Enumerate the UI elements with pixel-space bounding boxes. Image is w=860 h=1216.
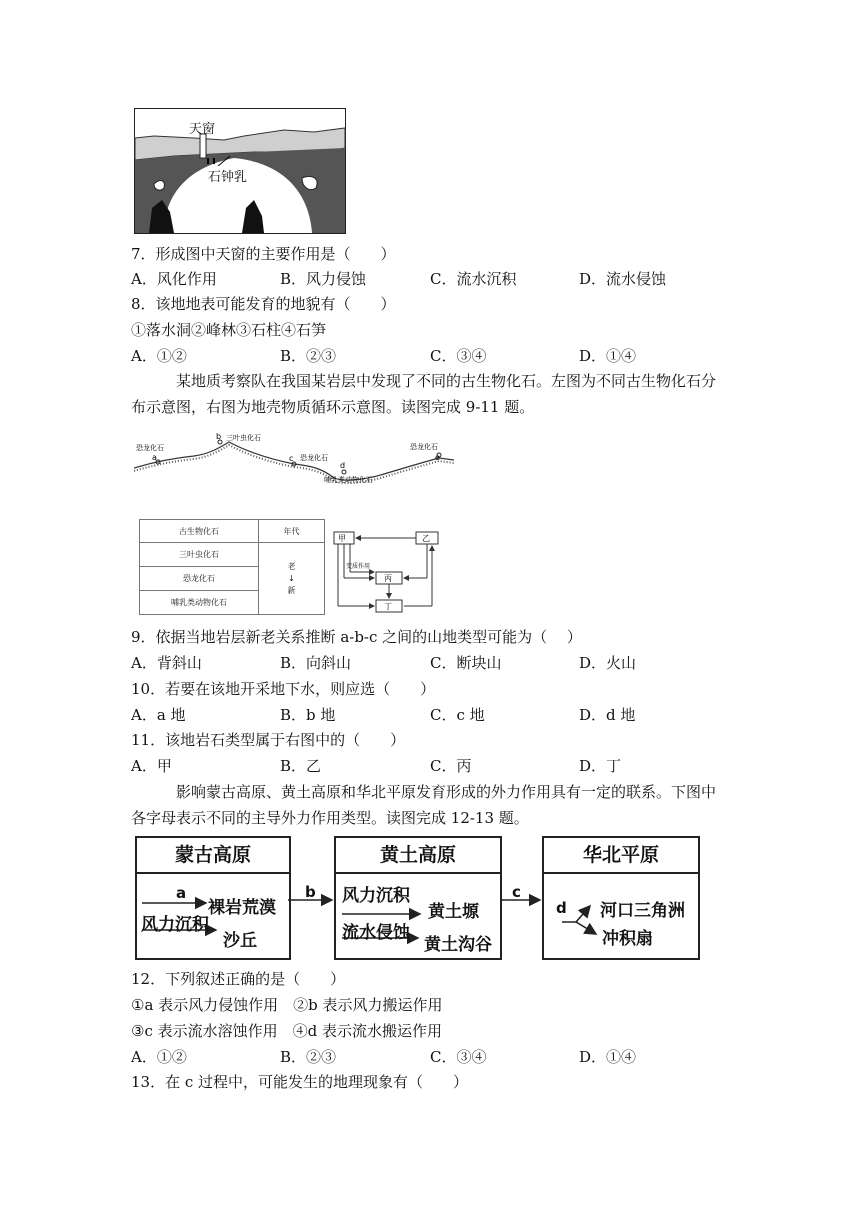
fossil-label-a: a <box>152 453 157 462</box>
fossil-label-d: d <box>340 461 346 470</box>
intro-9-11: 某地质考察队在我国某岩层中发现了不同的古生物化石。左图为不同古生物化石分布示意图，右图为地壳物质循环示意图。读图完成 9-11 题。 <box>131 372 717 416</box>
q9-stem: 9．依据当地岩层新老关系推断 a-b-c 之间的山地类型可能为（ ） <box>131 628 582 646</box>
label-wind-deposition-1: 风力沉积 <box>141 915 209 935</box>
label-alluvial-fan: 冲积扇 <box>602 929 653 949</box>
q10-option-c[interactable]: C．c 地 <box>430 706 485 724</box>
box3-title: 华北平原 <box>544 838 698 874</box>
fossil-label-b: b <box>216 432 222 441</box>
table-header-age: 年代 <box>259 520 325 543</box>
q8-stem: 8．该地地表可能发育的地貌有（ ） <box>131 295 396 313</box>
q12-statement-2: ③c 表示流水溶蚀作用 ④d 表示流水搬运作用 <box>131 1022 442 1040</box>
q12-option-a[interactable]: A．①② <box>131 1048 187 1066</box>
q11-stem: 11．该地岩石类型属于右图中的（ ） <box>131 731 406 749</box>
q12-option-b[interactable]: B．②③ <box>280 1048 337 1066</box>
q9-option-b[interactable]: B．向斜山 <box>280 654 352 672</box>
table-row-mammal: 哺乳类动物化石 <box>140 591 259 615</box>
rock-cycle-figure <box>332 528 444 614</box>
q12-option-d[interactable]: D．①④ <box>579 1048 637 1066</box>
q11-option-c[interactable]: C．丙 <box>430 757 472 775</box>
label-fluvial-erosion: 流水侵蚀 <box>342 923 410 943</box>
label-stalactite: 石钟乳 <box>208 166 247 185</box>
q9-option-c[interactable]: C．断块山 <box>430 654 502 672</box>
q10-option-d[interactable]: D．d 地 <box>579 706 636 724</box>
fossil-label-dino-1: 恐龙化石 <box>136 444 164 452</box>
fossil-label-dino-2: 恐龙化石 <box>300 454 328 462</box>
fossil-profile-figure <box>134 430 454 490</box>
fossil-label-e: e <box>435 453 440 462</box>
table-age-cell <box>259 543 325 615</box>
label-loess-gully: 黄土沟谷 <box>424 935 492 955</box>
cycle-metamorphism: 变质作用 <box>346 563 371 570</box>
age-new: 新 <box>287 585 296 595</box>
label-skylight: 天窗 <box>189 122 216 137</box>
q13-stem: 13．在 c 过程中，可能发生的地理现象有（ ） <box>131 1073 469 1091</box>
table-row-dinosaur: 恐龙化石 <box>140 567 259 591</box>
fossil-label-mammal: 哺乳类动物化石 <box>324 476 373 484</box>
cycle-ding: 丁 <box>384 602 392 611</box>
table-header-fossil: 古生物化石 <box>140 520 259 543</box>
label-bare-rock-desert: 裸岩荒漠 <box>208 898 276 918</box>
fossil-label-trilobite: 三叶虫化石 <box>226 434 261 442</box>
q10-option-a[interactable]: A．a 地 <box>131 706 186 724</box>
q7-option-d[interactable]: D．流水侵蚀 <box>579 270 667 288</box>
q11-option-b[interactable]: B．乙 <box>280 757 322 775</box>
label-wind-deposition-2: 风力沉积 <box>342 886 410 906</box>
q12-option-c[interactable]: C．③④ <box>430 1048 487 1066</box>
label-sand-dune: 沙丘 <box>223 931 257 951</box>
age-arrow-icon: ↓ <box>288 573 295 583</box>
q7-option-c[interactable]: C．流水沉积 <box>430 270 517 288</box>
cycle-bing: 丙 <box>384 574 392 583</box>
q11-option-d[interactable]: D．丁 <box>579 757 622 775</box>
cycle-jia: 甲 <box>338 534 346 543</box>
box2-title: 黄土高原 <box>336 838 500 874</box>
fossil-label-c: c <box>289 454 294 463</box>
intro-12-13: 影响蒙古高原、黄土高原和华北平原发育形成的外力作用具有一定的联系。下图中各字母表示不同的主导外力作用类型。读图完成 12-13 题。 <box>131 783 717 827</box>
label-a: a <box>176 884 187 902</box>
q12-stem: 12．下列叙述正确的是（ ） <box>131 970 346 988</box>
q10-option-b[interactable]: B．b 地 <box>280 706 336 724</box>
q9-option-a[interactable]: A．背斜山 <box>131 654 202 672</box>
q7-stem: 7．形成图中天窗的主要作用是（ ） <box>131 245 396 263</box>
label-river-delta: 河口三角洲 <box>600 901 685 921</box>
q7-option-a[interactable]: A．风化作用 <box>131 270 217 288</box>
q8-option-b[interactable]: B．②③ <box>280 347 337 365</box>
q8-option-a[interactable]: A．①② <box>131 347 187 365</box>
label-c: c <box>512 883 521 901</box>
fossil-age-table <box>139 519 325 615</box>
fossil-label-dino-3: 恐龙化石 <box>410 443 438 451</box>
q7-option-b[interactable]: B．风力侵蚀 <box>280 270 367 288</box>
q8-choices: ①落水洞②峰林③石柱④石笋 <box>131 321 327 339</box>
q11-option-a[interactable]: A．甲 <box>131 757 172 775</box>
label-loess-tableland: 黄土塬 <box>428 902 479 922</box>
q9-option-d[interactable]: D．火山 <box>579 654 637 672</box>
q8-option-d[interactable]: D．①④ <box>579 347 637 365</box>
table-row-trilobite: 三叶虫化石 <box>140 543 259 567</box>
box1-title: 蒙古高原 <box>137 838 289 874</box>
q12-statement-1: ①a 表示风力侵蚀作用 ②b 表示风力搬运作用 <box>131 996 443 1014</box>
label-d: d <box>556 899 567 917</box>
cycle-yi: 乙 <box>422 534 430 543</box>
label-b: b <box>305 883 316 901</box>
q10-stem: 10．若要在该地开采地下水，则应选（ ） <box>131 680 436 698</box>
q8-option-c[interactable]: C．③④ <box>430 347 487 365</box>
age-old: 老 <box>287 561 296 571</box>
